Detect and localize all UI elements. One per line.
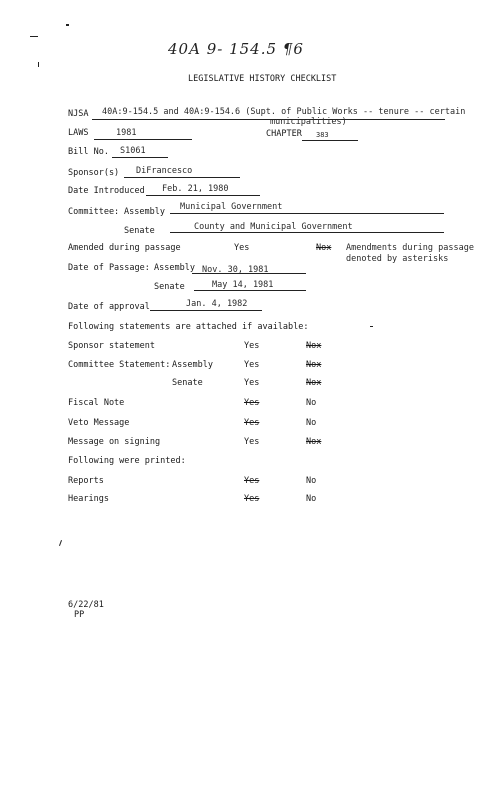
passage-assembly-value: Nov. 30, 1981 xyxy=(202,265,269,275)
scan-mark xyxy=(66,24,69,26)
reports-label: Reports xyxy=(68,476,104,486)
committee-assembly-value: Municipal Government xyxy=(180,202,283,212)
printed-heading: Following were printed: xyxy=(68,456,186,466)
scan-mark xyxy=(370,326,373,327)
reports-yes: Yes xyxy=(244,476,260,486)
fiscal-note-yes: Yes xyxy=(244,398,260,408)
scan-mark xyxy=(30,36,38,37)
bill-label: Bill No. xyxy=(68,147,109,157)
committee-statement-assembly-no: Nox xyxy=(306,360,322,370)
committee-senate-label: Senate xyxy=(124,226,155,236)
committee-senate-value: County and Municipal Government xyxy=(194,222,353,232)
committee-assembly-underline xyxy=(170,213,444,214)
approval-underline xyxy=(150,310,262,311)
bill-underline xyxy=(112,157,168,158)
amended-note: Amendments during passage xyxy=(346,243,474,253)
signing-message-no: Nox xyxy=(306,437,322,447)
committee-senate-underline xyxy=(170,232,444,233)
laws-value: 1981 xyxy=(116,128,137,138)
chapter-underline xyxy=(302,140,358,141)
committee-statement-senate-yes: Yes xyxy=(244,378,260,388)
hearings-no: No xyxy=(306,494,317,504)
njsa-label: NJSA xyxy=(68,109,89,119)
committee-statement-label: Committee Statement: xyxy=(68,360,171,370)
njsa-value: 40A:9-154.5 and 40A:9-154.6 (Supt. of Public Works -- tenure -- certain xyxy=(102,107,466,117)
approval-label: Date of approval xyxy=(68,302,150,312)
passage-assembly-underline xyxy=(192,273,306,274)
amended-yes: Yes xyxy=(234,243,250,253)
fiscal-note-label: Fiscal Note xyxy=(68,398,125,408)
signing-message-label: Message on signing xyxy=(68,437,161,447)
veto-message-no: No xyxy=(306,418,317,428)
date-introduced-underline xyxy=(146,195,260,196)
committee-statement-senate-no: Nox xyxy=(306,378,322,388)
committee-label: Committee: xyxy=(68,207,120,217)
hearings-yes: Yes xyxy=(244,494,260,504)
amended-note-continued: denoted by asterisks xyxy=(346,254,449,264)
committee-statement-senate-label: Senate xyxy=(172,378,203,388)
passage-senate-underline xyxy=(194,290,306,291)
committee-statement-assembly-yes: Yes xyxy=(244,360,260,370)
approval-value: Jan. 4, 1982 xyxy=(186,299,248,309)
passage-label: Date of Passage: xyxy=(68,263,150,273)
handwritten-heading: 40A 9- 154.5 ¶6 xyxy=(168,40,304,58)
date-introduced-value: Feb. 21, 1980 xyxy=(162,184,229,194)
footer-date: 6/22/81 xyxy=(68,600,104,610)
attached-heading: Following statements are attached if available: xyxy=(68,322,309,332)
veto-message-label: Veto Message xyxy=(68,418,130,428)
scan-mark xyxy=(59,540,62,546)
sponsor-statement-no: Nox xyxy=(306,341,322,351)
footer-initials: PP xyxy=(74,610,85,620)
reports-no: No xyxy=(306,476,317,486)
bill-value: S1061 xyxy=(120,146,146,156)
amended-label: Amended during passage xyxy=(68,243,181,253)
chapter-value: 383 xyxy=(316,131,329,139)
njsa-value-continued: municipalities) xyxy=(270,117,347,127)
laws-label: LAWS xyxy=(68,128,89,138)
laws-underline xyxy=(94,139,192,140)
signing-message-yes: Yes xyxy=(244,437,260,447)
page-title: LEGISLATIVE HISTORY CHECKLIST xyxy=(188,74,337,84)
sponsor-label: Sponsor(s) xyxy=(68,168,120,178)
sponsor-value: DiFrancesco xyxy=(136,166,193,176)
committee-statement-assembly-label: Assembly xyxy=(172,360,213,370)
sponsor-statement-label: Sponsor statement xyxy=(68,341,155,351)
sponsor-statement-yes: Yes xyxy=(244,341,260,351)
passage-senate-label: Senate xyxy=(154,282,185,292)
hearings-label: Hearings xyxy=(68,494,109,504)
date-introduced-label: Date Introduced xyxy=(68,186,145,196)
passage-senate-value: May 14, 1981 xyxy=(212,280,274,290)
sponsor-underline xyxy=(124,177,240,178)
passage-assembly-label: Assembly xyxy=(154,263,195,273)
veto-message-yes: Yes xyxy=(244,418,260,428)
njsa-underline xyxy=(92,119,445,120)
scan-mark xyxy=(38,62,39,67)
amended-no: Nox xyxy=(316,243,332,253)
fiscal-note-no: No xyxy=(306,398,317,408)
chapter-label: CHAPTER xyxy=(266,129,302,139)
committee-assembly-label: Assembly xyxy=(124,207,165,217)
